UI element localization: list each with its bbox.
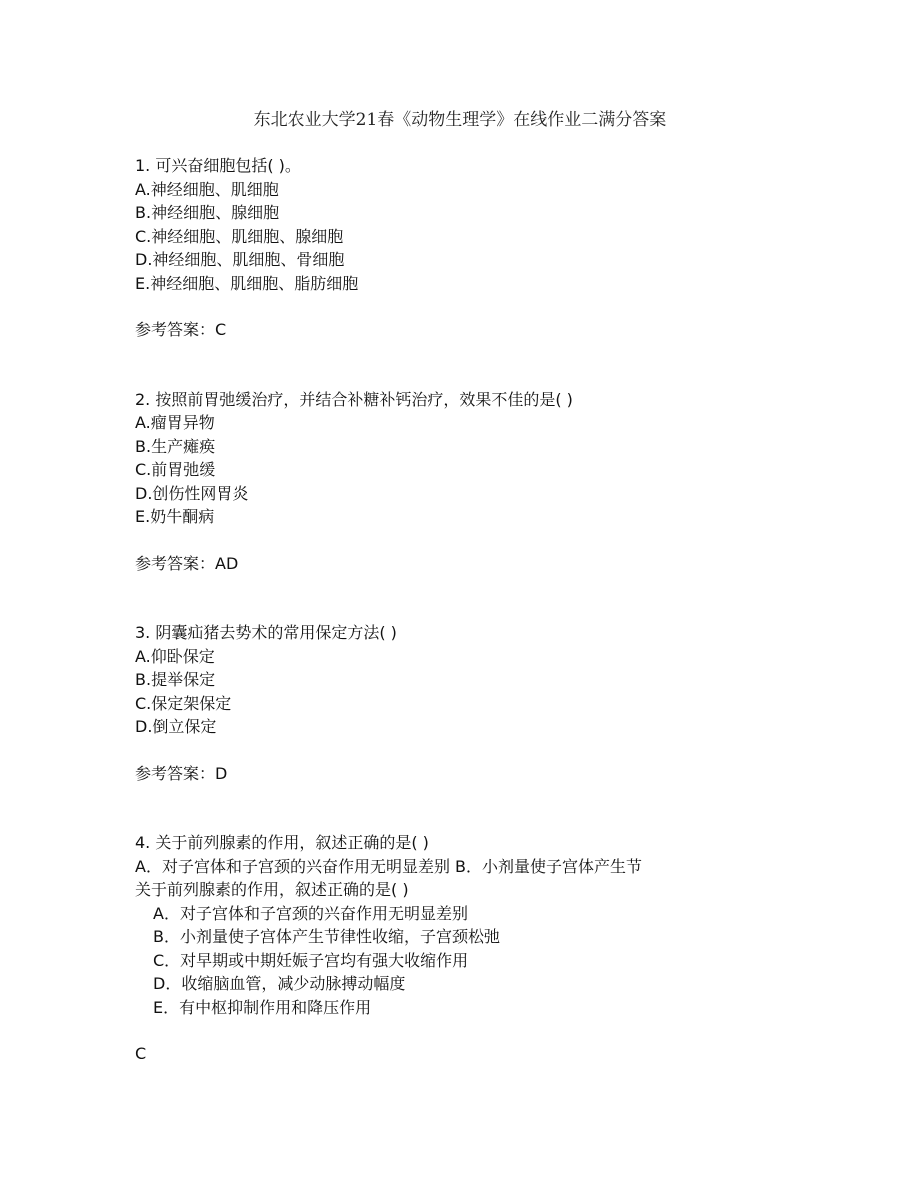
option-c: C.神经细胞、肌细胞、腺细胞 bbox=[135, 226, 344, 246]
question-4 bbox=[135, 831, 835, 1066]
question-stem: 3. 阴囊疝猪去势术的常用保定方法( ) bbox=[135, 623, 397, 642]
option-a: A.神经细胞、肌细胞 bbox=[135, 179, 279, 199]
question-1 bbox=[135, 154, 835, 342]
option-b: B.提举保定 bbox=[135, 670, 216, 689]
option-a: A.仰卧保定 bbox=[135, 646, 215, 666]
option-c: C.保定架保定 bbox=[135, 693, 232, 713]
reference-answer: 参考答案：D bbox=[135, 763, 228, 783]
option-d: D.倒立保定 bbox=[135, 717, 217, 736]
reference-answer: 参考答案：C bbox=[135, 320, 227, 339]
question-stem: 4. 关于前列腺素的作用，叙述正确的是( ) bbox=[135, 833, 429, 852]
option-b: B．小剂量使子宫体产生节律性收缩，子宫颈松弛 bbox=[153, 927, 500, 946]
question-2 bbox=[135, 388, 835, 576]
reference-answer: 参考答案：AD bbox=[135, 553, 239, 573]
option-e: E．有中枢抑制作用和降压作用 bbox=[153, 997, 372, 1017]
question-list bbox=[135, 154, 835, 1066]
document-title: 东北农业大学21春《动物生理学》在线作业二满分答案 bbox=[253, 110, 667, 130]
option-c: C.前胃弛缓 bbox=[135, 460, 216, 479]
option-e: E.奶牛酮病 bbox=[135, 507, 215, 526]
question-stem: 2. 按照前胃弛缓治疗，并结合补糖补钙治疗，效果不佳的是( ) bbox=[135, 389, 573, 409]
question-3 bbox=[135, 621, 835, 785]
option-a: A．对子宫体和子宫颈的兴奋作用无明显差别 bbox=[153, 903, 468, 923]
option-d: D．收缩脑血管，减少动脉搏动幅度 bbox=[153, 974, 406, 993]
option-b: B.生产瘫痪 bbox=[135, 436, 216, 456]
option-c: C．对早期或中期妊娠子宫均有强大收缩作用 bbox=[153, 950, 469, 970]
option-e: E.神经细胞、肌细胞、脂肪细胞 bbox=[135, 273, 359, 293]
option-a: A.瘤胃异物 bbox=[135, 413, 215, 432]
option-d: D.创伤性网胃炎 bbox=[135, 483, 249, 503]
question-stem: 1. 可兴奋细胞包括( )。 bbox=[135, 156, 301, 175]
option-b: B.神经细胞、腺细胞 bbox=[135, 203, 280, 222]
summary-line: A．对子宫体和子宫颈的兴奋作用无明显差别 B．小剂量使子宫体产生节 bbox=[135, 856, 643, 876]
option-d: D.神经细胞、肌细胞、骨细胞 bbox=[135, 250, 345, 269]
restated-stem: 关于前列腺素的作用，叙述正确的是( ) bbox=[135, 880, 409, 899]
answer: C bbox=[135, 1044, 147, 1063]
